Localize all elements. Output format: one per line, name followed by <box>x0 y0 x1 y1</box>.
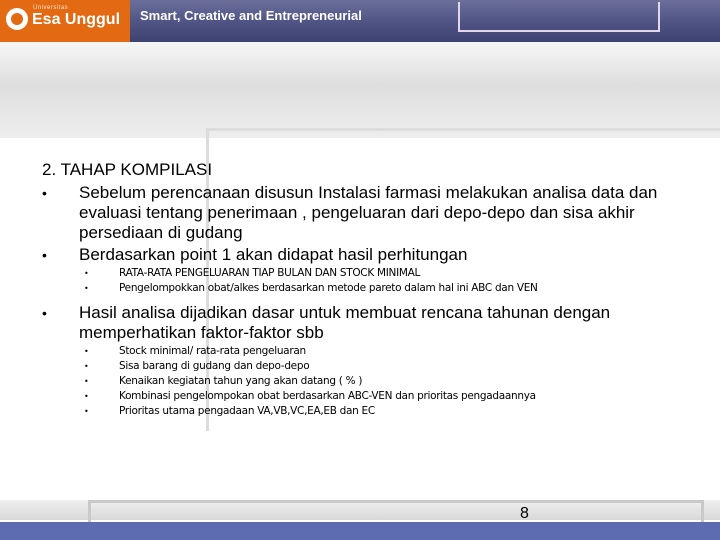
section-title: 2. TAHAP KOMPILASI <box>42 160 213 179</box>
logo-small-text: Universitas <box>33 5 69 11</box>
bullet-text: Berdasarkan point 1 akan didapat hasil perhitungan <box>79 245 468 264</box>
bullet-symbol: • <box>42 185 47 201</box>
sub-bullet-list <box>42 344 692 419</box>
sub-bullet-text: Stock minimal/ rata-rata pengeluaran <box>119 345 306 357</box>
sub-bullet-symbol: • <box>84 362 89 371</box>
sub-bullet-symbol: • <box>84 284 89 293</box>
page-number: 8 <box>520 505 529 522</box>
sub-bullet-symbol: • <box>84 407 89 416</box>
bullet-item <box>42 183 692 243</box>
slide-content <box>42 160 692 426</box>
sub-bullet-item <box>84 266 692 281</box>
footer-bar <box>0 522 720 540</box>
sub-bullet-symbol: • <box>84 347 89 356</box>
sub-bullet-item <box>84 389 692 404</box>
sub-bullet-item <box>84 281 692 296</box>
decorative-band <box>0 42 720 138</box>
bullet-symbol: • <box>42 305 47 321</box>
bullet-symbol: • <box>42 247 47 263</box>
bullet-text: Hasil analisa dijadikan dasar untuk membuat rencana tahunan dengan memperhatikan faktor-faktor sbb <box>79 303 611 342</box>
bullet-text: Sebelum perencanaan disusun Instalasi farmasi melakukan analisa data dan evaluasi tentang penerimaan , pengeluaran dari depo-depo dan sisa akhir persediaan di gudang <box>79 183 658 242</box>
sub-bullet-item <box>84 359 692 374</box>
sub-bullet-text: Sisa barang di gudang dan depo-depo <box>119 360 310 372</box>
sub-bullet-text: Kombinasi pengelompokan obat berdasarkan ABC-VEN dan prioritas pengadaannya <box>119 390 536 402</box>
logo-emblem-icon <box>6 8 28 30</box>
sub-bullet-symbol: • <box>84 392 89 401</box>
bullet-item <box>42 245 692 265</box>
sub-bullet-item <box>84 374 692 389</box>
footer-frame <box>88 500 704 523</box>
sub-bullet-list <box>42 266 692 296</box>
sub-bullet-text: Kenaikan kegiatan tahun yang akan datang ( % ) <box>119 375 363 387</box>
sub-bullet-symbol: • <box>84 377 89 386</box>
sub-bullet-text: RATA-RATA PENGELUARAN TIAP BULAN DAN STOCK MINIMAL <box>119 267 421 279</box>
logo-name: Esa Unggul <box>32 11 121 28</box>
sub-bullet-symbol: • <box>84 269 89 278</box>
sub-bullet-item <box>84 344 692 359</box>
bullet-item <box>42 303 692 343</box>
slide-header <box>0 0 720 42</box>
header-decoration <box>458 2 660 32</box>
sub-bullet-item <box>84 404 692 419</box>
university-logo <box>0 0 130 42</box>
sub-bullet-text: Prioritas utama pengadaan VA,VB,VC,EA,EB dan EC <box>119 405 375 417</box>
sub-bullet-text: Pengelompokkan obat/alkes berdasarkan metode pareto dalam hal ini ABC dan VEN <box>119 282 538 294</box>
header-tagline: Smart, Creative and Entrepreneurial <box>140 8 362 23</box>
